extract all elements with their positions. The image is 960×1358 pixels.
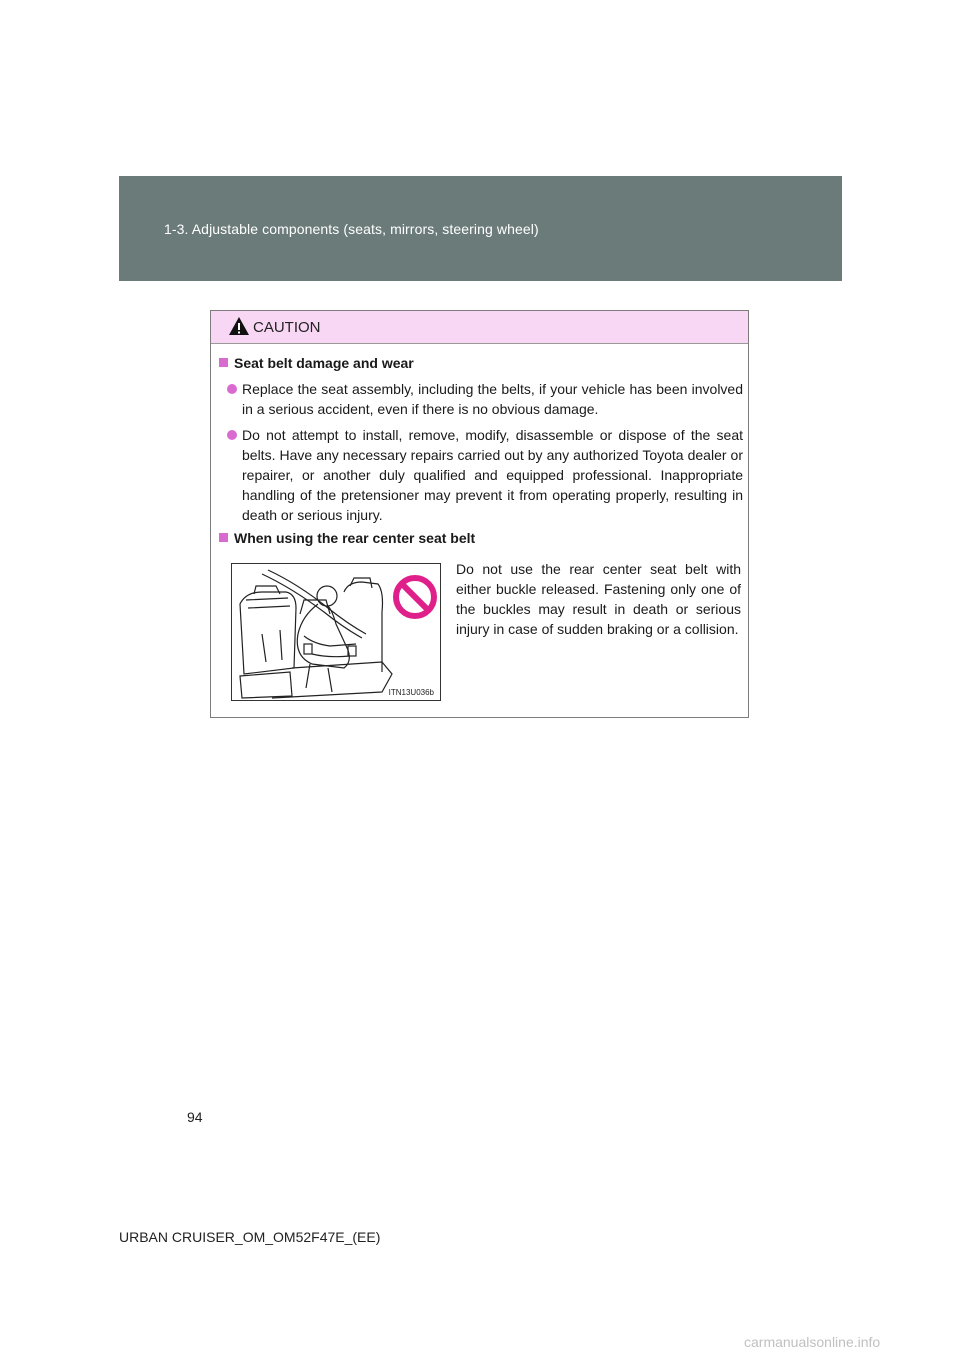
rear-center-warning-text: Do not use the rear center seat belt with either buckle released. Fastening only one of the buckles may result in death or serious injury in case of sudden braking or a collision. [456,561,741,637]
illustration-code: ITN13U036b [388,688,434,697]
section-title: 1-3. Adjustable components (seats, mirrors, steering wheel) [164,221,539,237]
caution-box [210,310,749,718]
square-bullet-icon [219,358,228,367]
bullet-do-not-attempt [227,425,743,525]
section-heading-damage: Seat belt damage and wear [219,355,414,371]
bullet-text: Do not attempt to install, remove, modify, disassemble or dispose of the seat belts. Have any necessary repairs carried out by any authorized Toyota dealer or repairer, or another duly qualified and equipped professional. Inappropriate handling of the pretensioner may prevent it from operating properly, resulting in death or serious injury. [242,427,743,523]
caution-header [211,311,748,344]
seat-belt-illustration [231,563,441,701]
caution-label: CAUTION [253,319,321,336]
square-bullet-icon [219,533,228,542]
watermark: carmanualsonline.info [744,1334,881,1350]
prohibition-icon [392,574,438,620]
warning-triangle-icon [228,316,250,336]
round-bullet-icon [227,430,237,440]
section-heading-rear-center: When using the rear center seat belt [219,530,475,546]
bullet-replace [227,379,743,419]
document-id: URBAN CRUISER_OM_OM52F47E_(EE) [119,1229,381,1245]
page-number: 94 [187,1109,203,1125]
round-bullet-icon [227,384,237,394]
bullet-text: Replace the seat assembly, including the belts, if your vehicle has been involved in a serious accident, even if there is no obvious damage. [242,381,743,417]
